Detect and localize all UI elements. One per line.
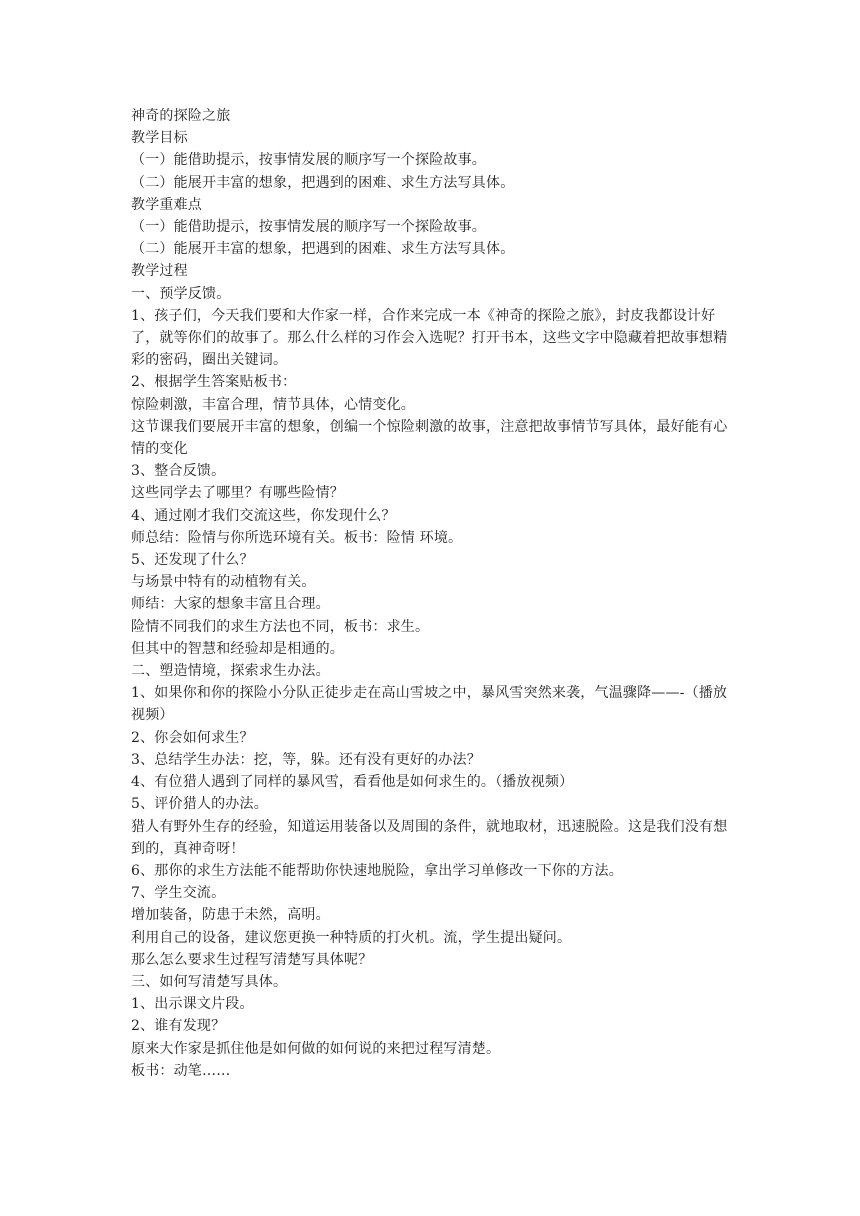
paragraph: 教学过程 bbox=[131, 263, 188, 280]
paragraph: 险情不同我们的求生方法也不同，板书：求生。 bbox=[131, 618, 430, 635]
paragraph: 2、谁有发现？ bbox=[131, 1018, 226, 1035]
document-body bbox=[131, 105, 731, 1082]
paragraph: 教学重难点 bbox=[131, 196, 202, 213]
paragraph: 1、孩子们，今天我们要和大作家一样，合作来完成一本《神奇的探险之旅》，封皮我都设计好了，就等你们的故事了。那么什么样的习作会入选呢？打开书本，这些文字中隐藏着把故事想精彩的密码，圈出关键词。 bbox=[131, 307, 728, 369]
paragraph: 增加装备，防患于未然，高明。 bbox=[131, 907, 330, 924]
paragraph: 7、学生交流。 bbox=[131, 885, 226, 902]
paragraph: 这节课我们要展开丰富的想象，创编一个惊险刺激的故事，注意把故事情节写具体，最好能有心情的变化 bbox=[131, 418, 728, 458]
paragraph: （二）能展开丰富的想象，把遇到的困难、求生方法写具体。 bbox=[131, 241, 515, 258]
paragraph: （二）能展开丰富的想象，把遇到的困难、求生方法写具体。 bbox=[131, 174, 515, 191]
paragraph: 三、如何写清楚写具体。 bbox=[131, 973, 288, 990]
paragraph: 原来大作家是抓住他是如何做的如何说的来把过程写清楚。 bbox=[131, 1040, 501, 1057]
paragraph: 3、整合反馈。 bbox=[131, 463, 226, 480]
paragraph: 师总结：险情与你所选环境有关。板书：险情 环境。 bbox=[131, 529, 463, 546]
paragraph: 2、根据学生答案贴板书： bbox=[131, 374, 297, 391]
paragraph: 一、预学反馈。 bbox=[131, 285, 231, 302]
paragraph: 但其中的智慧和经验却是相通的。 bbox=[131, 640, 344, 657]
paragraph: 4、有位猎人遇到了同样的暴风雪，看看他是如何求生的。（播放视频） bbox=[131, 774, 574, 791]
paragraph: 1、如果你和你的探险小分队正徒步走在高山雪坡之中，暴风雪突然来袭，气温骤降——-（播放视频） bbox=[131, 685, 728, 724]
paragraph: 这些同学去了哪里？有哪些险情？ bbox=[131, 485, 344, 502]
paragraph: 1、出示课文片段。 bbox=[131, 996, 254, 1013]
paragraph: 5、还发现了什么？ bbox=[131, 552, 254, 569]
paragraph: 惊险刺激，丰富合理，情节具体，心情变化。 bbox=[131, 396, 415, 413]
paragraph: 猎人有野外生存的经验，知道运用装备以及周围的条件，就地取材，迅速脱险。这是我们没有想到的，真神奇呀！ bbox=[131, 818, 728, 857]
paragraph: 二、塑造情境，探索求生办法。 bbox=[131, 663, 330, 680]
paragraph: 利用自己的设备，建议您更换一种特质的打火机。流，学生提出疑问。 bbox=[131, 929, 572, 946]
paragraph: （一）能借助提示，按事情发展的顺序写一个探险故事。 bbox=[131, 219, 486, 236]
paragraph: 6、那你的求生方法能不能帮助你快速地脱险，拿出学习单修改一下你的方法。 bbox=[131, 862, 623, 879]
paragraph: 板书：动笔…… bbox=[131, 1062, 231, 1079]
document-title: 神奇的探险之旅 bbox=[131, 108, 231, 124]
paragraph: 5、评价猎人的办法。 bbox=[131, 796, 268, 813]
paragraph: 教学目标 bbox=[131, 130, 188, 147]
paragraph: 那么怎么要求生过程写清楚写具体呢？ bbox=[131, 951, 373, 968]
paragraph: 师结：大家的想象丰富且合理。 bbox=[131, 596, 330, 613]
paragraph: 4、通过刚才我们交流这些，你发现什么？ bbox=[131, 507, 396, 524]
paragraph: 3、总结学生办法：挖，等，躲。还有没有更好的办法？ bbox=[131, 751, 481, 768]
paragraph: 2、你会如何求生？ bbox=[131, 729, 254, 746]
paragraph: 与场景中特有的动植物有关。 bbox=[131, 574, 316, 591]
paragraph: （一）能借助提示，按事情发展的顺序写一个探险故事。 bbox=[131, 152, 486, 169]
